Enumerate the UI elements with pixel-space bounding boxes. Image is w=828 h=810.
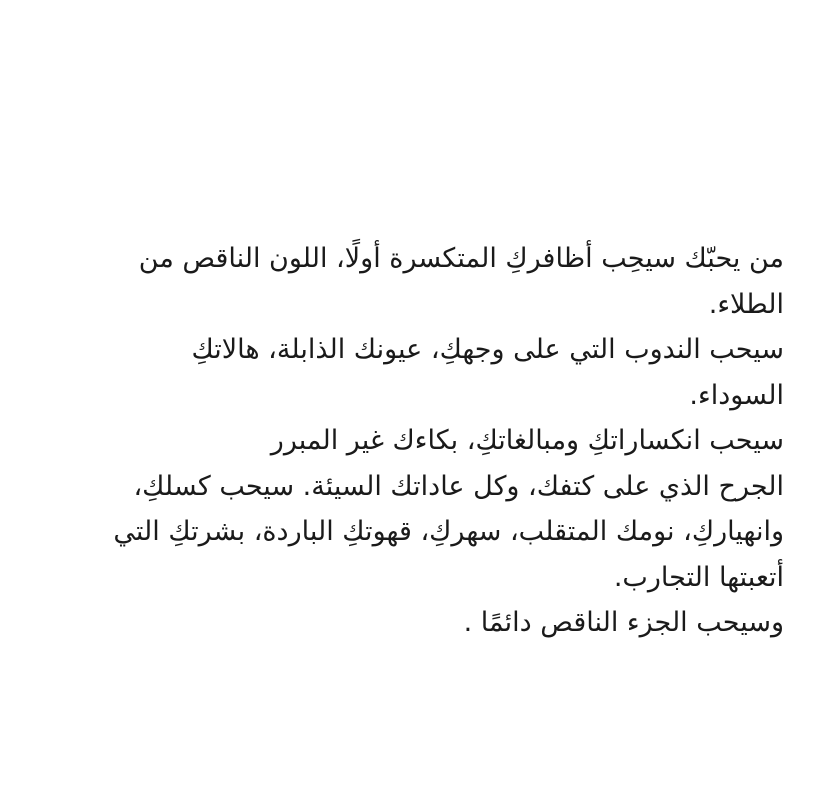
- poem-line-3: سيحب الندوب التي على وجهكِ، عيونك الذابلة، هالاتكِ: [191, 334, 784, 365]
- poem-line-9: وسيحب الجزء الناقص دائمًا .: [463, 607, 784, 638]
- poem-line-5: سيحب انكساراتكِ ومبالغاتكِ، بكاءك غير المبرر: [270, 425, 784, 456]
- poem-line-1: من يحبّك سيحِب أظافركِ المتكسرة أولًا، اللون الناقص من: [138, 243, 784, 274]
- poem-line-8: أتعبتها التجارب.: [613, 561, 784, 593]
- poem-line-6: الجرح الذي على كتفك، وكل عاداتك السيئة. سيحب كسلكِ،: [133, 470, 784, 502]
- poem-line-2: الطلاء.: [708, 288, 784, 320]
- poem-text: [39, 236, 784, 646]
- poem-line-7: وانهياركِ، نومك المتقلب، سهركِ، قهوتكِ الباردة، بشرتكِ التي: [113, 516, 784, 547]
- poem-line-4: السوداء.: [689, 379, 784, 411]
